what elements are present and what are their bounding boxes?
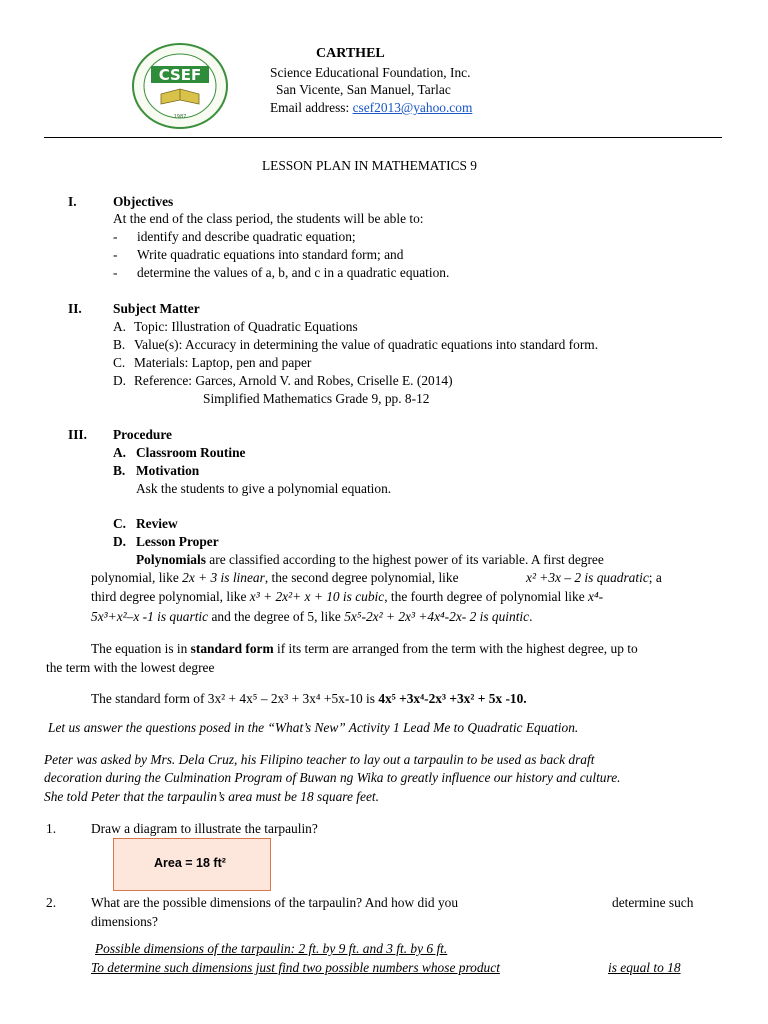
objective-item: Write quadratic equations into standard form; and	[137, 247, 404, 262]
logo-year: 1987	[173, 114, 187, 120]
answer-line-2-end: is equal to 18	[608, 960, 681, 975]
org-name: CARTHEL	[316, 46, 385, 61]
email-label: Email address:	[270, 100, 353, 115]
standard-form-text: The equation is in	[91, 641, 191, 656]
story-line-1: Peter was asked by Mrs. Dela Cruz, his Filipino teacher to lay out a tarpaulin to be used as back draft	[44, 752, 595, 767]
subject-item-text: Reference: Garces, Arnold V. and Robes, Criselle E. (2014)	[134, 373, 453, 388]
polynomials-term: Polynomials	[136, 552, 206, 567]
logo-text: CSEF	[158, 66, 202, 84]
header-divider	[44, 137, 722, 138]
subject-item-letter: A.	[113, 319, 127, 334]
standard-form-line-1	[91, 641, 638, 657]
subject-item-text: Materials: Laptop, pen and paper	[134, 355, 312, 370]
email-link[interactable]: csef2013@yahoo.com	[352, 100, 473, 115]
objective-bullet: -	[113, 229, 118, 244]
motivation-text: Ask the students to give a polynomial equation.	[136, 481, 392, 496]
org-full-name: Science Educational Foundation, Inc.	[270, 65, 471, 80]
quintic-example: 5x⁵-2x² + 2x³ +4x⁴-2x- 2 is quintic	[344, 609, 530, 624]
answer-line-2: To determine such dimensions just find two possible numbers whose product	[91, 960, 500, 975]
procedure-letter: A.	[113, 445, 127, 460]
subject-item-letter: B.	[113, 337, 126, 352]
question-text-right: determine such	[612, 895, 694, 910]
polynomial-line-3	[91, 589, 603, 605]
procedure-number: III.	[68, 427, 87, 442]
standard-form-text: if its term are arranged from the term with the highest degree, up to	[273, 641, 638, 656]
linear-example: 2x + 3 is linear	[182, 570, 265, 585]
objective-bullet: -	[113, 247, 118, 262]
question-text: What are the possible dimensions of the tarpaulin? And how did you	[91, 895, 459, 910]
procedure-letter: C.	[113, 516, 127, 531]
polynomial-line-2b	[526, 570, 662, 586]
email-line	[270, 100, 472, 116]
objective-item: determine the values of a, b, and c in a quadratic equation.	[137, 265, 450, 280]
motivation-label: Motivation	[136, 463, 200, 478]
polynomial-text: ; a	[648, 570, 662, 585]
quartic-example-start: x⁴-	[588, 589, 604, 604]
procedure-letter: D.	[113, 534, 127, 549]
subject-item-letter: C.	[113, 355, 126, 370]
polynomial-text: and the degree of 5, like	[208, 609, 345, 624]
polynomial-text: , the second degree polynomial, like	[264, 570, 459, 585]
polynomial-text: are classified according to the highest power of its variable. A first degree	[205, 552, 604, 567]
quadratic-example: x² +3x – 2 is quadratic	[526, 570, 649, 585]
activity-intro: Let us answer the questions posed in the “What’s New” Activity 1 Lead Me to Quadratic Equation.	[48, 720, 579, 735]
answer-line-1: Possible dimensions of the tarpaulin: 2 ft. by 9 ft. and 3 ft. by 6 ft.	[95, 941, 448, 956]
subject-item-text: Topic: Illustration of Quadratic Equations	[134, 319, 358, 334]
procedure-heading: Procedure	[113, 427, 173, 442]
reference-continuation: Simplified Mathematics Grade 9, pp. 8-12	[203, 391, 430, 406]
subject-matter-heading: Subject Matter	[113, 301, 200, 316]
question-text: Draw a diagram to illustrate the tarpaulin?	[91, 821, 318, 836]
example-text: The standard form of 3x² + 4x⁵ – 2x³ + 3x⁴ +5x-10 is	[91, 691, 379, 706]
quartic-example: 5x³+x²–x -1 is quartic	[91, 609, 209, 624]
standard-form-example	[91, 691, 527, 707]
question-text-continued: dimensions?	[91, 914, 158, 929]
story-line-3: She told Peter that the tarpaulin’s area must be 18 square feet.	[44, 789, 379, 804]
csef-logo	[131, 42, 229, 130]
question-number: 2.	[46, 895, 57, 910]
objectives-number: I.	[68, 194, 77, 209]
polynomial-text: , the fourth degree of polynomial like	[384, 589, 588, 604]
polynomial-line-1	[136, 552, 604, 568]
lesson-proper-label: Lesson Proper	[136, 534, 219, 549]
tarpaulin-diagram	[113, 838, 271, 891]
page-title: LESSON PLAN IN MATHEMATICS 9	[262, 158, 478, 173]
objectives-intro: At the end of the class period, the students will be able to:	[113, 211, 424, 226]
subject-matter-number: II.	[68, 301, 82, 316]
subject-item-text: Value(s): Accuracy in determining the value of quadratic equations into standard form.	[134, 337, 599, 352]
example-result: 4x⁵ +3x⁴-2x³ +3x² + 5x -10.	[378, 691, 527, 706]
polynomial-text: .	[529, 609, 533, 624]
procedure-letter: B.	[113, 463, 126, 478]
objective-bullet: -	[113, 265, 118, 280]
standard-form-term: standard form	[190, 641, 274, 656]
polynomial-line-2	[91, 570, 459, 586]
classroom-routine-label: Classroom Routine	[136, 445, 246, 460]
question-number: 1.	[46, 821, 57, 836]
standard-form-line-2: the term with the lowest degree	[46, 660, 215, 675]
cubic-example: x³ + 2x²+ x + 10 is cubic	[249, 589, 385, 604]
objective-item: identify and describe quadratic equation;	[137, 229, 356, 244]
story-line-2: decoration during the Culmination Program of Buwan ng Wika to greatly influence our history and culture.	[44, 770, 621, 785]
diagram-label: Area = 18 ft²	[154, 856, 226, 870]
objectives-heading: Objectives	[113, 194, 174, 209]
org-address: San Vicente, San Manuel, Tarlac	[276, 82, 451, 97]
polynomial-text: third degree polynomial, like	[91, 589, 250, 604]
polynomial-text: polynomial, like	[91, 570, 183, 585]
review-label: Review	[136, 516, 178, 531]
polynomial-line-4	[91, 609, 532, 625]
subject-item-letter: D.	[113, 373, 127, 388]
